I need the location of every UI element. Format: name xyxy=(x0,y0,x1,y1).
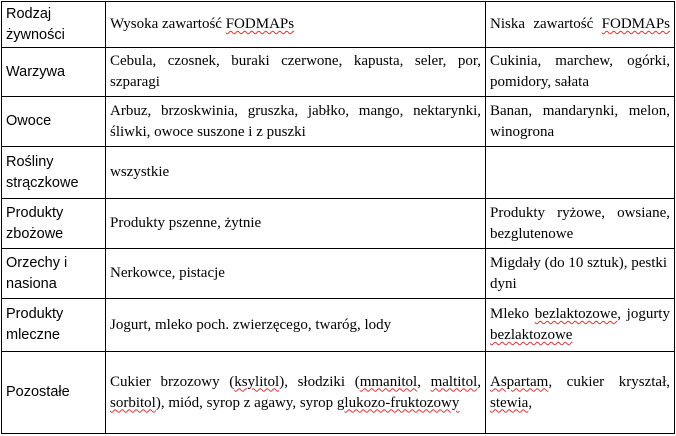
table-row xyxy=(2,299,675,352)
high-fodmap-cell: Produkty pszenne, żytnie xyxy=(106,199,486,249)
low-fodmap-cell xyxy=(486,147,675,199)
table-row xyxy=(2,97,675,147)
high-fodmap-cell: Jogurt, mleko poch. zwierzęcego, twaróg, lody xyxy=(106,299,486,352)
table-row xyxy=(2,48,675,97)
header-food-type: Rodzaj żywności xyxy=(2,2,106,48)
category-cell: Pozostałe xyxy=(2,352,106,434)
header-row xyxy=(2,2,675,48)
table-row xyxy=(2,199,675,249)
high-fodmap-cell: Arbuz, brzoskwinia, gruszka, jabłko, mango, nektarynki, śliwki, owoce suszone i z puszki xyxy=(106,97,486,147)
category-cell: Owoce xyxy=(2,97,106,147)
category-cell: Warzywa xyxy=(2,48,106,97)
header-low-fodmap: Niska zawartość FODMAPs xyxy=(486,2,675,48)
table-row xyxy=(2,147,675,199)
category-cell: Produkty zbożowe xyxy=(2,199,106,249)
category-cell: Orzechy i nasiona xyxy=(2,249,106,299)
header-high-fodmap: Wysoka zawartość FODMAPs xyxy=(106,2,486,48)
low-fodmap-cell: Aspartam, cukier kryształ, stewia, xyxy=(486,352,675,434)
high-fodmap-cell: Nerkowce, pistacje xyxy=(106,249,486,299)
category-cell: Rośliny strączkowe xyxy=(2,147,106,199)
table-row xyxy=(2,352,675,434)
high-fodmap-cell: Cebula, czosnek, buraki czerwone, kapusta, seler, por, szparagi xyxy=(106,48,486,97)
table-row xyxy=(2,249,675,299)
fodmap-table xyxy=(1,1,675,434)
category-cell: Produkty mleczne xyxy=(2,299,106,352)
high-fodmap-cell: wszystkie xyxy=(106,147,486,199)
high-fodmap-cell: Cukier brzozowy (ksylitol), słodziki (mmanitol, maltitol, sorbitol), miód, syrop z agawy, syrop glukozo-fruktozowy xyxy=(106,352,486,434)
low-fodmap-cell: Migdały (do 10 sztuk), pestki dyni xyxy=(486,249,675,299)
low-fodmap-cell: Mleko bezlaktozowe, jogurty bezlaktozowe xyxy=(486,299,675,352)
low-fodmap-cell: Banan, mandarynki, melon, winogrona xyxy=(486,97,675,147)
low-fodmap-cell: Cukinia, marchew, ogórki, pomidory, sałata xyxy=(486,48,675,97)
low-fodmap-cell: Produkty ryżowe, owsiane, bezglutenowe xyxy=(486,199,675,249)
